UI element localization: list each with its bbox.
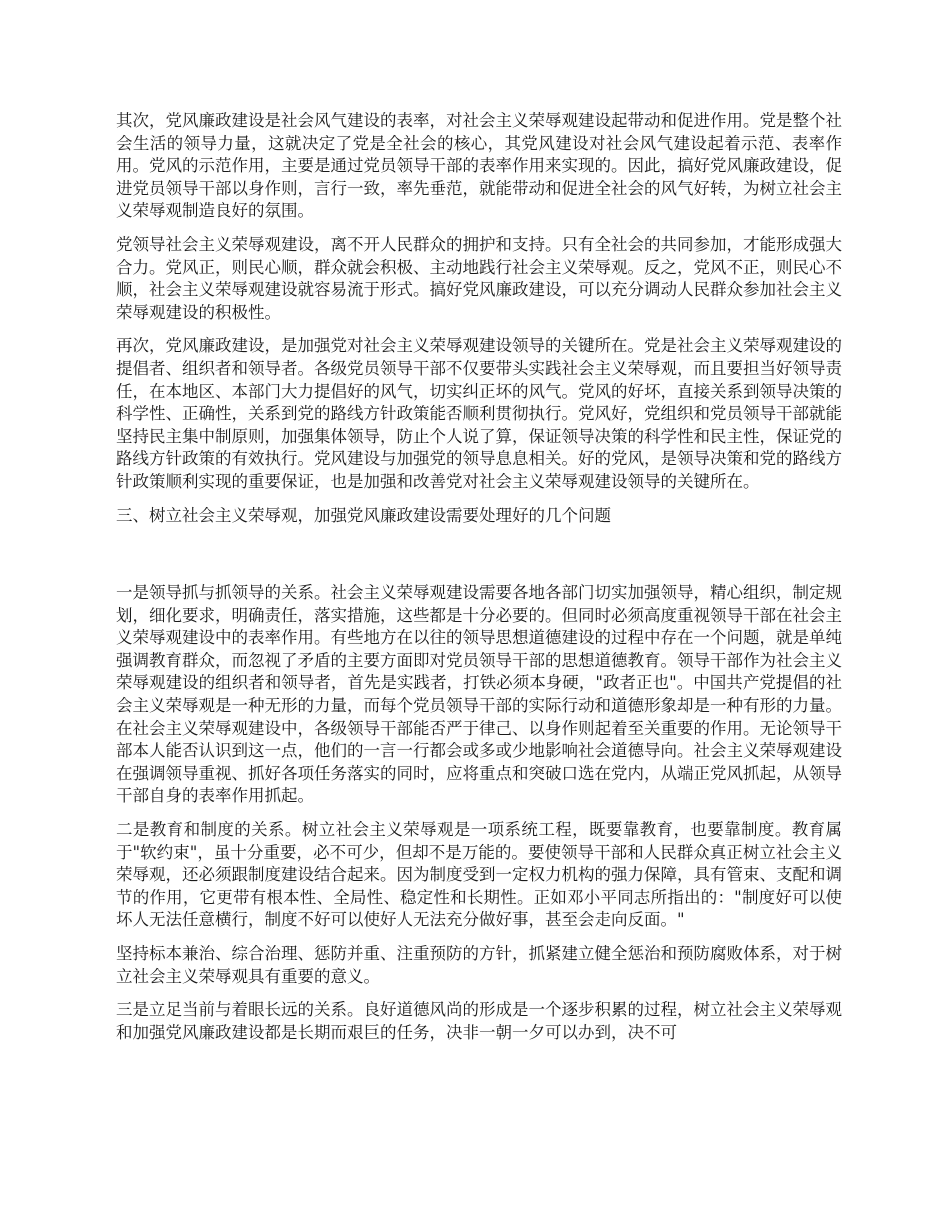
paragraph-7: 三是立足当前与着眼长远的关系。良好道德风尚的形成是一个逐步积累的过程，树立社会主义荣辱观和加强党风廉政建设都是长期而艰巨的任务，决非一朝一夕可以办到，决不可 — [116, 1000, 842, 1042]
paragraph-3: 再次，党风廉政建设，是加强党对社会主义荣辱观建设领导的关键所在。党是社会主义荣辱观建设的提倡者、组织者和领导者。各级党员领导干部不仅要带头实践社会主义荣辱观，而且要担当好领导责任，在本地区、本部门大力提倡好的风气，切实纠正坏的风气。党风的好坏，直接关系到领导决策的科学性、正确性，关系到党的路线方针政策能否顺利贯彻执行。党风好，党组织和党员领导干部就能坚持民主集中制原则，加强集体领导，防止个人说了算，保证领导决策的科学性和民主性，保证党的路线方针政策的有效执行。党风建设与加强党的领导息息相关。好的党风，是领导决策和党的路线方针政策顺利实现的重要保证，也是加强和改善党对社会主义荣辱观建设领导的关键所在。 — [116, 336, 842, 491]
paragraph-4: 一是领导抓与抓领导的关系。社会主义荣辱观建设需要各地各部门切实加强领导，精心组织，制定规划，细化要求，明确责任，落实措施，这些都是十分必要的。但同时必须高度重视领导干部在社会主义荣辱观建设中的表率作用。有些地方在以往的领导思想道德建设的过程中存在一个问题，就是单纯强调教育群众，而忽视了矛盾的主要方面即对党员领导干部的思想道德教育。领导干部作为社会主义荣辱观建设的组织者和领导者，首先是实践者，打铁必须本身硬，"政者正也"。中国共产党提倡的社会主义荣辱观是一种无形的力量，而每个党员领导干部的实际行动和道德形象却是一种有形的力量。在社会主义荣辱观建设中，各级领导干部能否严于律己、以身作则起着至关重要的作用。无论领导干部本人能否认识到这一点，他们的一言一行都会或多或少地影响社会道德导向。社会主义荣辱观建设在强调领导重视、抓好各项任务落实的同时，应将重点和突破口选在党内，从端正党风抓起，从领导干部自身的表率作用抓起。 — [116, 583, 842, 806]
paragraph-2: 党领导社会主义荣辱观建设，离不开人民群众的拥护和支持。只有全社会的共同参加，才能形成强大合力。党风正，则民心顺，群众就会积极、主动地践行社会主义荣辱观。反之，党风不正，则民心不顺，社会主义荣辱观建设就容易流于形式。搞好党风廉政建设，可以充分调动人民群众参加社会主义荣辱观建设的积极性。 — [116, 234, 842, 322]
paragraph-5: 二是教育和制度的关系。树立社会主义荣辱观是一项系统工程，既要靠教育，也要靠制度。教育属于"软约束"，虽十分重要，必不可少，但却不是万能的。要使领导干部和人民群众真正树立社会主义荣辱观，还必须跟制度建设结合起来。因为制度受到一定权力机构的强力保障，具有管束、支配和调节的作用，它更带有根本性、全局性、稳定性和长期性。正如邓小平同志所指出的："制度好可以使坏人无法任意横行，制度不好可以使好人无法充分做好事，甚至会走向反面。" — [116, 820, 842, 930]
paragraph-6: 坚持标本兼治、综合治理、惩防并重、注重预防的方针，抓紧建立健全惩治和预防腐败体系，对于树立社会主义荣辱观具有重要的意义。 — [116, 944, 842, 986]
section-heading: 三、树立社会主义荣辱观，加强党风廉政建设需要处理好的几个问题 — [116, 505, 611, 525]
paragraph-1: 其次，党风廉政建设是社会风气建设的表率，对社会主义荣辱观建设起带动和促进作用。党是整个社会生活的领导力量，这就决定了党是全社会的核心，其党风建设对社会风气建设起着示范、表率作用。党风的示范作用，主要是通过党员领导干部的表率作用来实现的。因此，搞好党风廉政建设，促进党员领导干部以身作则，言行一致，率先垂范，就能带动和促进全社会的风气好转，为树立社会主义荣辱观制造良好的氛围。 — [116, 111, 842, 221]
document-body — [116, 110, 842, 1055]
blank-spacer — [116, 527, 842, 582]
